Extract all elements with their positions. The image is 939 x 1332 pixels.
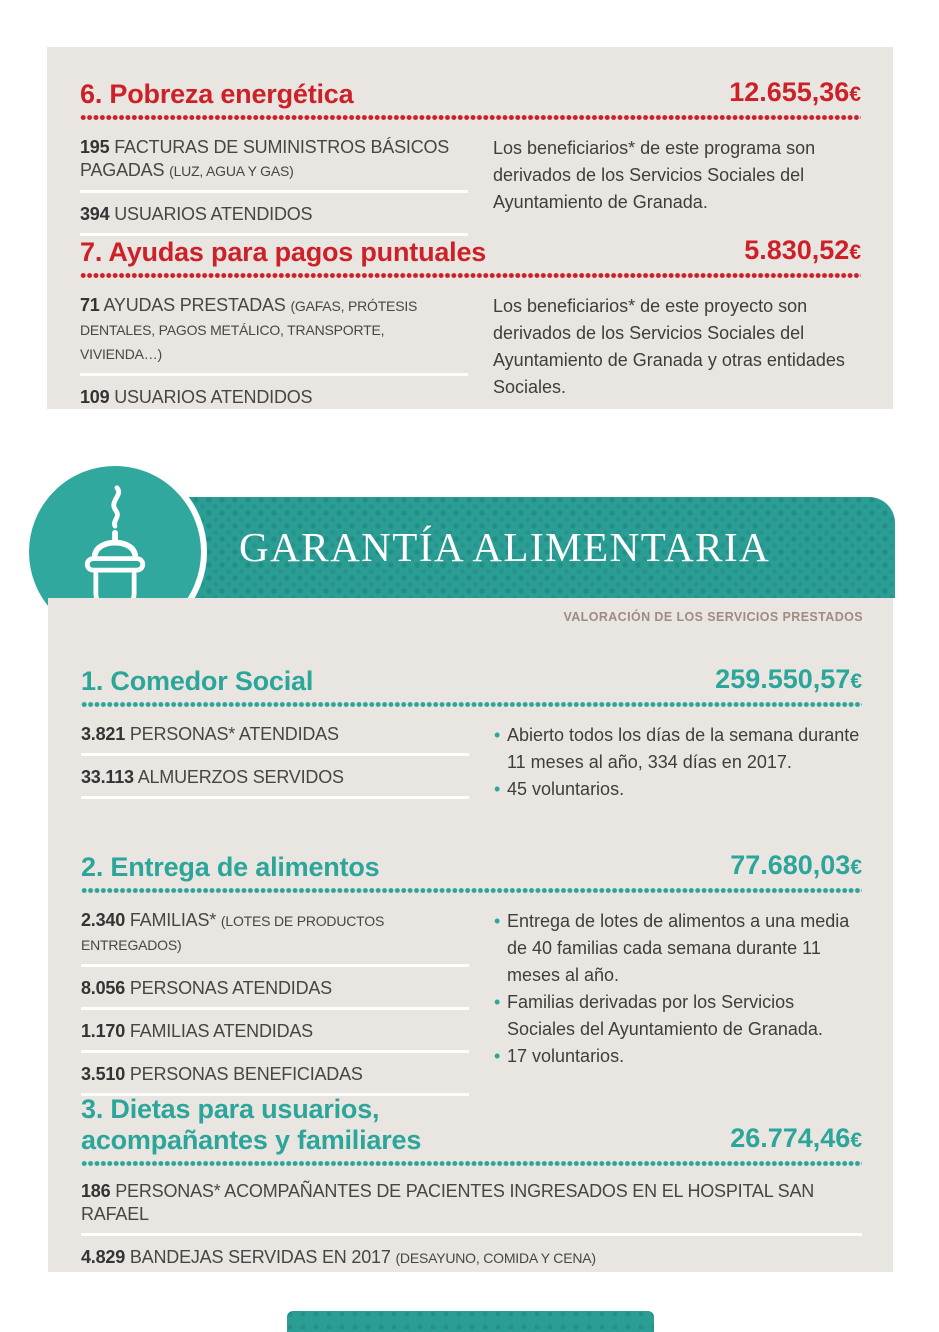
bullet-item: • 17 voluntarios. bbox=[494, 1043, 862, 1070]
section-entrega-alimentos bbox=[81, 850, 862, 1103]
bullet-item: • 45 voluntarios. bbox=[494, 776, 862, 803]
section-heading bbox=[80, 77, 861, 110]
stat-number: 3.821 bbox=[81, 724, 126, 744]
stats-column bbox=[80, 133, 468, 243]
stat-row bbox=[81, 1177, 862, 1236]
stat-number: 71 bbox=[80, 295, 100, 315]
section-amount bbox=[729, 77, 861, 110]
stat-label: PERSONAS* ACOMPAÑANTES DE PACIENTES INGRESADOS EN EL HOSPITAL SAN RAFAEL bbox=[81, 1181, 815, 1224]
stat-detail: (LOTES DE PRODUCTOS ENTREGADOS) bbox=[81, 913, 385, 953]
section-heading bbox=[81, 1094, 862, 1156]
section-title: 1. Comedor Social bbox=[81, 666, 314, 696]
bullet-item: • Entrega de lotes de alimentos a una media de 40 familias cada semana durante 11 meses al año. bbox=[494, 908, 862, 989]
section-heading bbox=[80, 235, 861, 268]
section-columns bbox=[80, 291, 861, 426]
section-dietas-usuarios bbox=[81, 1094, 862, 1287]
dotted-divider bbox=[80, 114, 861, 121]
note-column bbox=[493, 291, 861, 426]
banner-title: GARANTÍA ALIMENTARIA bbox=[239, 524, 771, 570]
section-heading bbox=[81, 850, 862, 883]
stat-number: 33.113 bbox=[81, 767, 134, 787]
section-columns bbox=[81, 720, 862, 806]
garantia-alimentaria-banner bbox=[115, 497, 895, 598]
stat-label: USUARIOS ATENDIDOS bbox=[114, 387, 313, 407]
stat-number: 8.056 bbox=[81, 978, 126, 998]
stat-label: PERSONAS ATENDIDAS bbox=[129, 978, 332, 998]
section-title-line2: acompañantes y familiares bbox=[81, 1125, 422, 1155]
bullets-column bbox=[494, 906, 862, 1103]
section-title: 2. Entrega de alimentos bbox=[81, 852, 380, 882]
stat-row bbox=[80, 133, 468, 193]
stat-label: FAMILIAS* bbox=[129, 910, 217, 930]
stat-detail: (DESAYUNO, COMIDA Y CENA) bbox=[395, 1250, 596, 1266]
stat-row bbox=[80, 383, 468, 419]
amount-value: 77.680,03 bbox=[730, 850, 851, 880]
section-amount bbox=[730, 850, 862, 883]
stat-detail: (GAFAS, PRÓTESIS DENTALES, PAGOS METÁLICO, TRANSPORTE, VIVIENDA…) bbox=[80, 298, 418, 362]
stat-row bbox=[81, 974, 469, 1010]
bullets-column bbox=[494, 720, 862, 806]
stat-number: 394 bbox=[80, 204, 110, 224]
stats-fullwidth bbox=[81, 1177, 862, 1280]
euro-sign: € bbox=[849, 241, 861, 264]
bullet-list bbox=[494, 908, 862, 1070]
section-note: Los beneficiarios* de este programa son derivados de los Servicios Sociales del Ayuntamiento de Granada. bbox=[493, 138, 816, 212]
bullet-item: • Familias derivadas por los Servicios Sociales del Ayuntamiento de Granada. bbox=[494, 989, 862, 1043]
dotted-divider bbox=[81, 701, 862, 708]
euro-sign: € bbox=[850, 856, 862, 879]
section-columns bbox=[81, 906, 862, 1103]
stats-column bbox=[81, 720, 469, 806]
stat-row bbox=[80, 200, 468, 236]
stat-label: PERSONAS BENEFICIADAS bbox=[129, 1064, 363, 1084]
stat-detail: (LUZ, AGUA Y GAS) bbox=[169, 163, 294, 179]
stat-number: 186 bbox=[81, 1181, 111, 1201]
amount-value: 5.830,52 bbox=[744, 235, 850, 265]
section-title: 6. Pobreza energética bbox=[80, 79, 354, 109]
euro-sign: € bbox=[849, 83, 861, 106]
stat-label: AYUDAS PRESTADAS bbox=[103, 295, 286, 315]
dotted-divider bbox=[80, 272, 861, 279]
services-valuation-label: VALORACIÓN DE LOS SERVICIOS PRESTADOS bbox=[563, 610, 863, 624]
stat-number: 1.170 bbox=[81, 1021, 126, 1041]
amount-value: 26.774,46 bbox=[730, 1123, 851, 1153]
amount-value: 12.655,36 bbox=[729, 77, 850, 107]
bullet-list bbox=[494, 722, 862, 803]
section-amount bbox=[715, 664, 862, 697]
stat-row bbox=[81, 720, 469, 756]
dotted-divider bbox=[81, 1160, 862, 1167]
dotted-divider bbox=[81, 887, 862, 894]
section-title-line1: 3. Dietas para usuarios, bbox=[81, 1094, 380, 1124]
stat-row bbox=[81, 1017, 469, 1053]
stat-row bbox=[80, 291, 468, 376]
section-heading bbox=[81, 664, 862, 697]
stat-label: FAMILIAS ATENDIDAS bbox=[129, 1021, 313, 1041]
section-note: Los beneficiarios* de este proyecto son derivados de los Servicios Sociales del Ayuntamiento de Granada y otras entidades Sociales. bbox=[493, 296, 845, 397]
section-columns bbox=[80, 133, 861, 243]
section-ayudas-pagos-puntuales bbox=[80, 235, 861, 426]
stat-label: BANDEJAS SERVIDAS EN 2017 bbox=[129, 1247, 391, 1267]
stat-label: PERSONAS* ATENDIDAS bbox=[129, 724, 339, 744]
section-amount bbox=[730, 1123, 862, 1156]
bullet-item: • Abierto todos los días de la semana durante 11 meses al año, 334 días en 2017. bbox=[494, 722, 862, 776]
section-title: 7. Ayudas para pagos puntuales bbox=[80, 237, 487, 267]
next-page-banner-tab bbox=[287, 1311, 654, 1332]
stat-row bbox=[81, 906, 469, 967]
section-pobreza-energetica bbox=[80, 77, 861, 243]
section-amount bbox=[744, 235, 861, 268]
note-column bbox=[493, 133, 861, 243]
stat-label: ALMUERZOS SERVIDOS bbox=[137, 767, 344, 787]
euro-sign: € bbox=[850, 670, 862, 693]
stat-label: USUARIOS ATENDIDOS bbox=[114, 204, 313, 224]
stats-column bbox=[81, 906, 469, 1103]
stat-number: 3.510 bbox=[81, 1064, 126, 1084]
amount-value: 259.550,57 bbox=[715, 664, 851, 694]
stat-number: 109 bbox=[80, 387, 110, 407]
section-comedor-social bbox=[81, 664, 862, 806]
stat-row bbox=[81, 763, 469, 799]
panel-garantia-alimentaria bbox=[48, 598, 893, 1272]
stat-row bbox=[81, 1243, 862, 1280]
panel-social-aids bbox=[47, 47, 893, 409]
section-title-block bbox=[81, 1094, 421, 1156]
stat-number: 195 bbox=[80, 137, 110, 157]
stats-column bbox=[80, 291, 468, 426]
euro-sign: € bbox=[850, 1129, 862, 1152]
stat-number: 4.829 bbox=[81, 1247, 126, 1267]
stat-label: FACTURAS DE SUMINISTROS BÁSICOS PAGADAS bbox=[80, 137, 450, 180]
stat-row bbox=[81, 1060, 469, 1096]
stat-number: 2.340 bbox=[81, 910, 126, 930]
